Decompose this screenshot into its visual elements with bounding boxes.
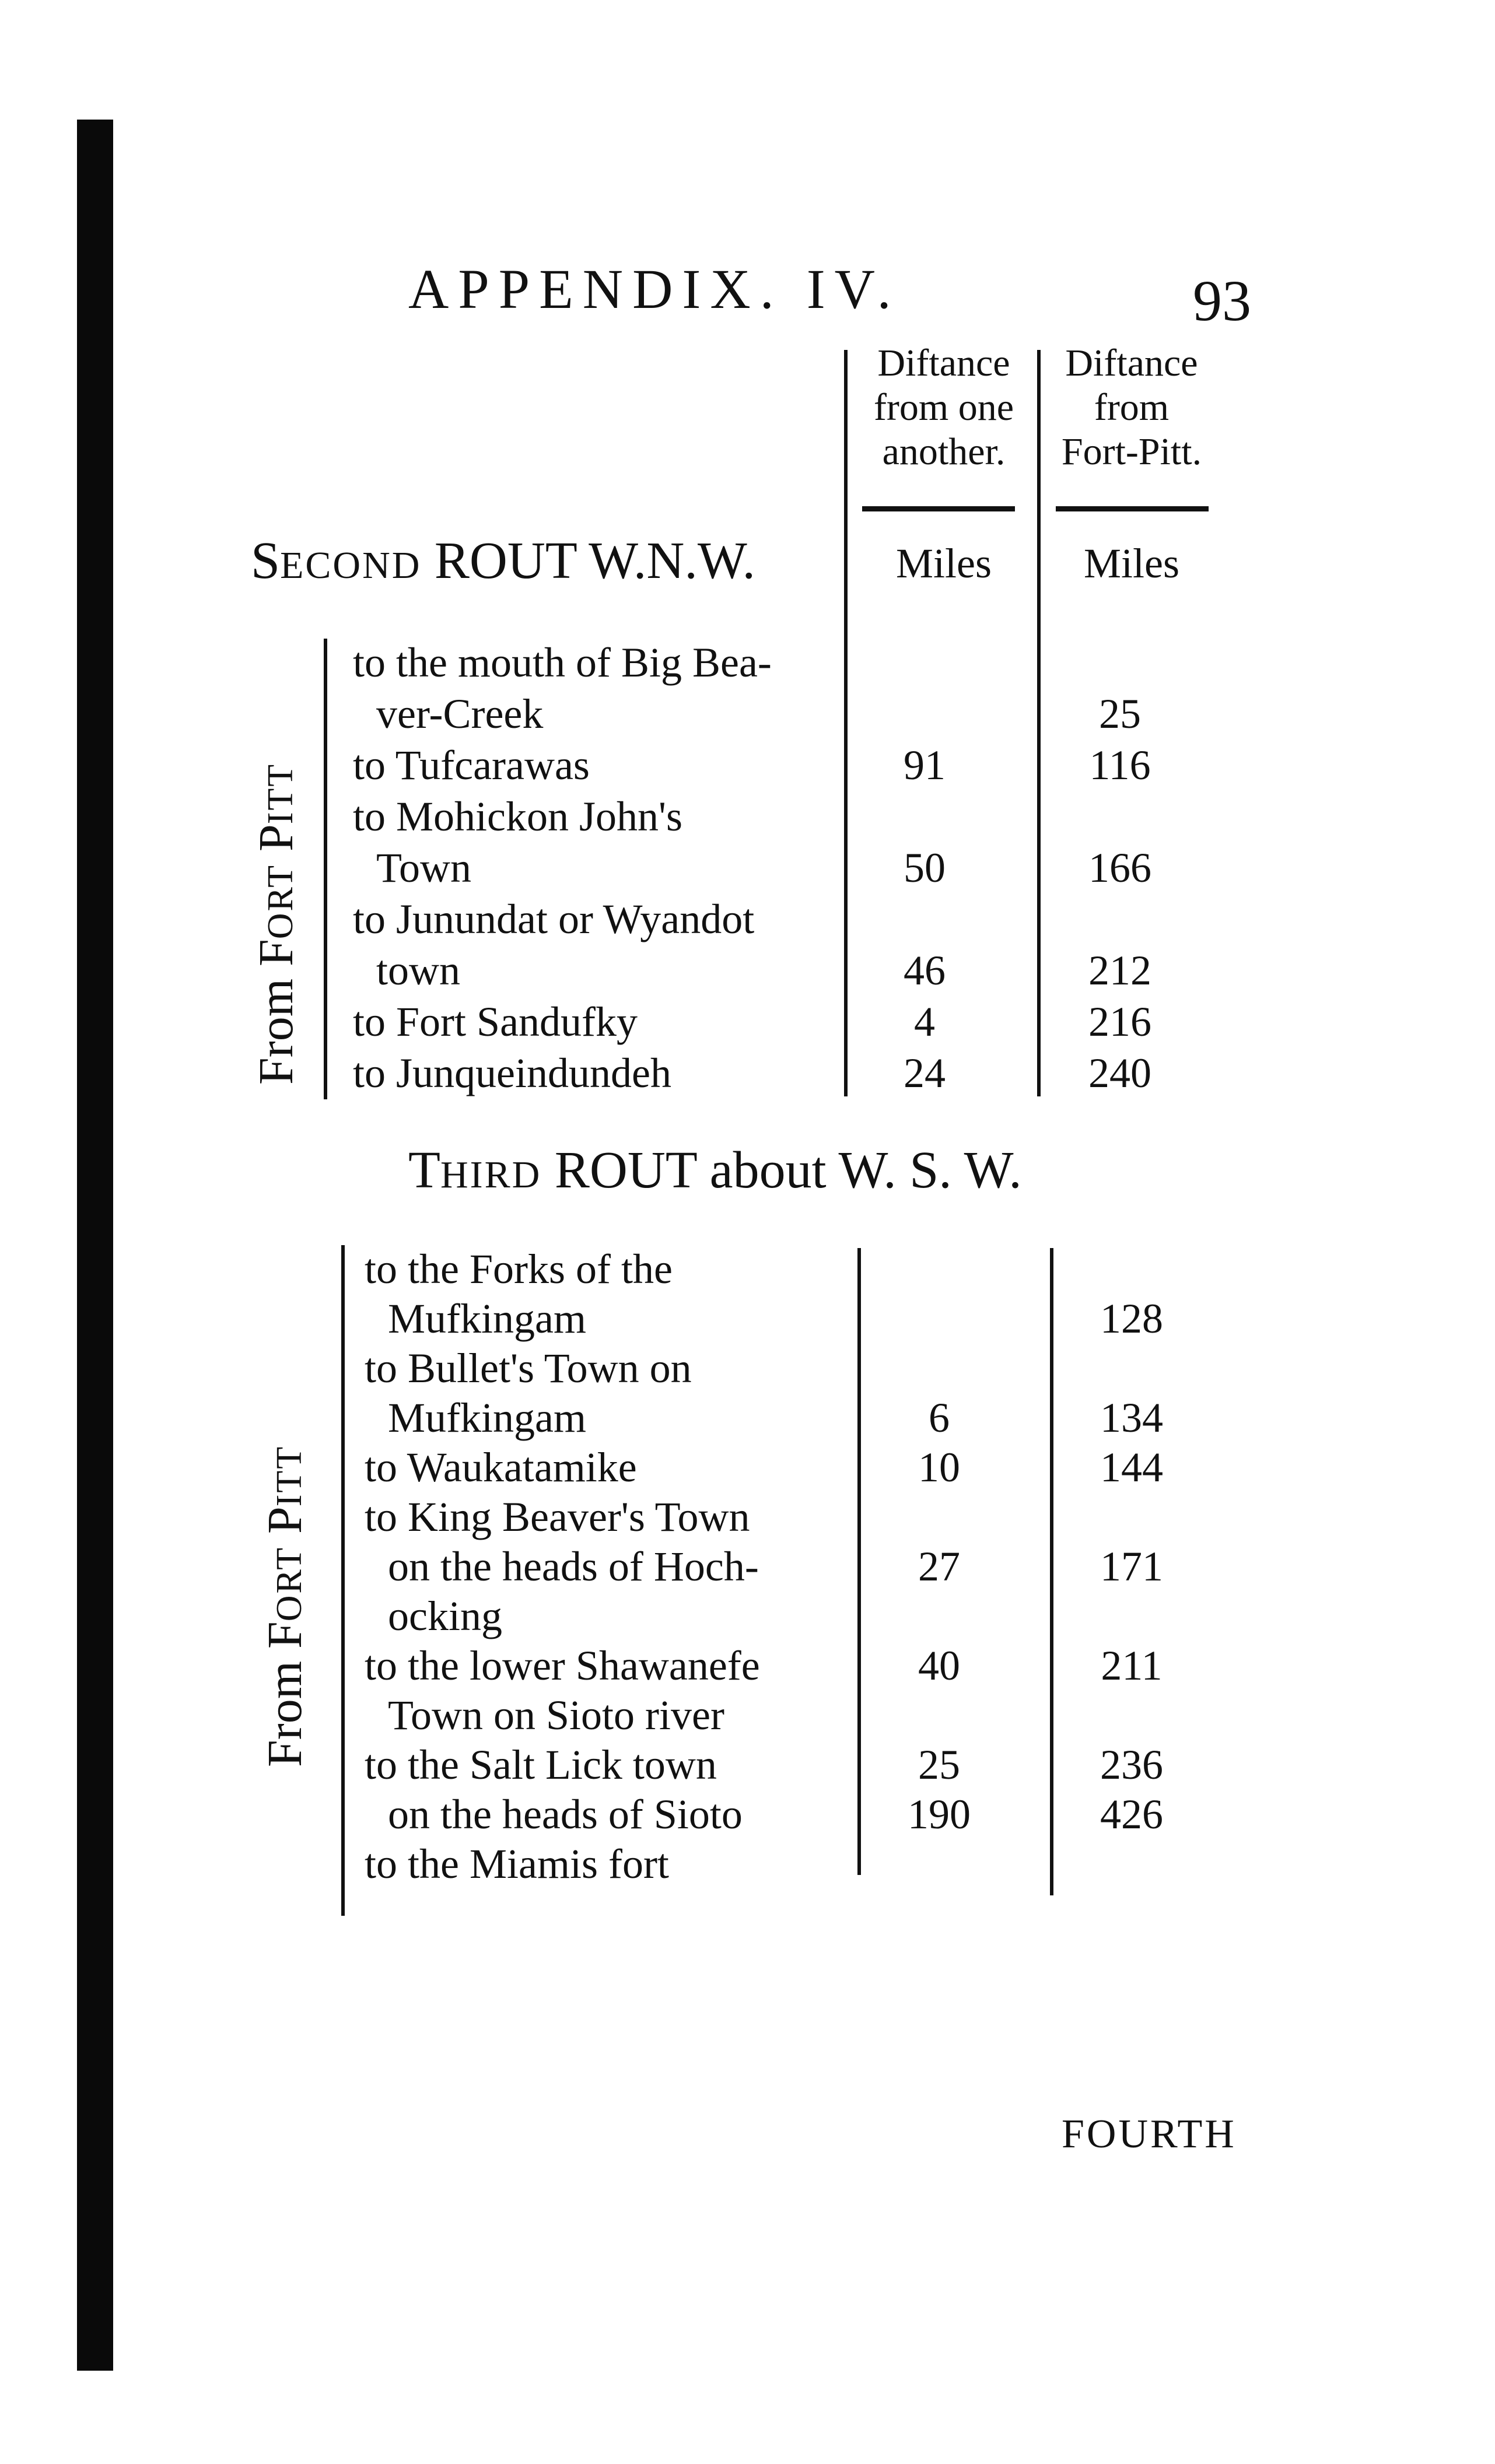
- route-text: Town: [376, 844, 471, 891]
- route-text: to Junundat or Wyandot: [353, 896, 755, 942]
- table-row: [365, 1394, 1473, 1443]
- column-rule: [862, 506, 1015, 511]
- distance-between: 6: [929, 1394, 950, 1441]
- heading-small-caps: HIRD: [440, 1154, 542, 1196]
- distance-between: 27: [918, 1543, 960, 1590]
- column-heading-line: from one: [873, 386, 1014, 429]
- table-row: [365, 1344, 1473, 1394]
- distance-total: 426: [1100, 1791, 1163, 1838]
- distance-between: 190: [908, 1791, 971, 1838]
- miles-label: Miles: [895, 540, 992, 587]
- column-heading-line: Diftance: [877, 342, 1010, 384]
- table-row: [365, 1790, 1473, 1840]
- route-text: on the heads of Sioto: [388, 1791, 743, 1838]
- distance-total: 25: [1099, 691, 1141, 737]
- route-text: Mufkingam: [388, 1394, 586, 1441]
- route-text: ver-Creek: [376, 691, 544, 737]
- route-text: to Fort Sandufky: [353, 998, 638, 1045]
- column-heading-line: Fort-Pitt.: [1061, 430, 1202, 473]
- second-route-table: [353, 639, 1473, 1100]
- distance-total: 212: [1088, 947, 1151, 994]
- table-row: [353, 741, 1473, 793]
- miles-label: Miles: [1083, 540, 1179, 587]
- table-row: [353, 793, 1473, 844]
- book-spine-shadow: [77, 120, 113, 2371]
- table-row: [353, 844, 1473, 895]
- table-row: [365, 1543, 1473, 1592]
- distance-total: 171: [1100, 1543, 1163, 1590]
- side-label-part: From F: [258, 1621, 312, 1767]
- side-label-part: ORT: [261, 863, 300, 940]
- heading-small-caps: ECOND: [280, 544, 422, 587]
- distance-between: 10: [918, 1444, 960, 1491]
- distance-total: 166: [1088, 844, 1151, 891]
- table-row: [365, 1443, 1473, 1493]
- distance-between: 25: [918, 1741, 960, 1788]
- brace-line: [324, 639, 327, 1099]
- heading-rest: ROUT about W. S. W.: [554, 1141, 1022, 1199]
- column-heading-line: another.: [882, 430, 1006, 473]
- third-route-heading: [408, 1140, 1022, 1200]
- side-label-part: ITT: [269, 1445, 309, 1507]
- distance-between: 24: [904, 1050, 946, 1096]
- distance-total: 144: [1100, 1444, 1163, 1491]
- table-row: [353, 639, 1473, 690]
- distance-total: 216: [1088, 998, 1151, 1045]
- page-number: 93: [1193, 268, 1251, 333]
- distance-total: 116: [1089, 742, 1151, 788]
- route-text: town: [376, 947, 460, 994]
- route-text: on the heads of Hoch-: [388, 1543, 759, 1590]
- second-route-heading: [251, 531, 755, 591]
- route-text: to Junqueindundeh: [353, 1050, 671, 1096]
- heading-initial: T: [408, 1141, 440, 1199]
- route-text: to King Beaver's Town: [365, 1494, 750, 1540]
- column-heading-line: Diftance: [1065, 342, 1198, 384]
- route-text: to Bullet's Town on: [365, 1345, 692, 1392]
- route-text: to the Salt Lick town: [365, 1741, 717, 1788]
- route-text: Mufkingam: [388, 1295, 586, 1342]
- column-heading-from-one-another: [850, 341, 1037, 474]
- table-row: [365, 1642, 1473, 1691]
- column-heading-line: from: [1094, 386, 1170, 429]
- table-row: [353, 895, 1473, 947]
- heading-rest: ROUT W.N.W.: [434, 532, 755, 590]
- distance-total: 128: [1100, 1295, 1163, 1342]
- table-row: [365, 1840, 1473, 1890]
- distance-between: 50: [904, 844, 946, 891]
- third-route-table: [365, 1245, 1473, 1890]
- distance-between: 4: [914, 998, 935, 1045]
- route-text: to the Miamis fort: [365, 1841, 669, 1887]
- catchword: FOURTH: [1062, 2112, 1237, 2157]
- table-row: [365, 1592, 1473, 1642]
- column-heading-from-fort-pitt: [1038, 341, 1225, 474]
- distance-between: 91: [904, 742, 946, 788]
- side-label-from-fort-pitt: [248, 763, 304, 1085]
- side-label-part: P: [258, 1506, 312, 1534]
- side-label-part: ITT: [261, 762, 300, 825]
- route-text: ocking: [388, 1593, 502, 1639]
- table-row: [365, 1493, 1473, 1543]
- distance-total: 211: [1101, 1642, 1163, 1689]
- brace-line: [341, 1245, 345, 1916]
- distance-total: 236: [1100, 1741, 1163, 1788]
- table-row: [353, 690, 1473, 741]
- route-text: Town on Sioto river: [388, 1692, 724, 1739]
- table-row: [365, 1295, 1473, 1344]
- distance-between: 40: [918, 1642, 960, 1689]
- route-text: to Waukatamike: [365, 1444, 637, 1491]
- side-label-part: From F: [249, 939, 303, 1085]
- route-text: to the mouth of Big Bea-: [353, 639, 772, 686]
- heading-initial: S: [251, 532, 281, 590]
- route-text: to Mohickon John's: [353, 793, 682, 840]
- side-label-part: P: [249, 824, 303, 851]
- side-label-from-fort-pitt: [257, 1445, 313, 1767]
- table-row: [353, 947, 1473, 998]
- distance-between: 46: [904, 947, 946, 994]
- route-text: to Tufcarawas: [353, 742, 590, 788]
- side-label-part: ORT: [269, 1545, 309, 1622]
- route-text: to the Forks of the: [365, 1246, 673, 1292]
- route-text: to the lower Shawanefe: [365, 1642, 760, 1689]
- distance-total: 240: [1088, 1050, 1151, 1096]
- table-row: [353, 1049, 1473, 1100]
- column-rule: [1056, 506, 1209, 511]
- distance-total: 134: [1100, 1394, 1163, 1441]
- table-row: [365, 1741, 1473, 1790]
- table-row: [365, 1245, 1473, 1295]
- table-row: [353, 998, 1473, 1049]
- table-row: [365, 1691, 1473, 1741]
- running-head: APPENDIX. IV.: [408, 258, 901, 320]
